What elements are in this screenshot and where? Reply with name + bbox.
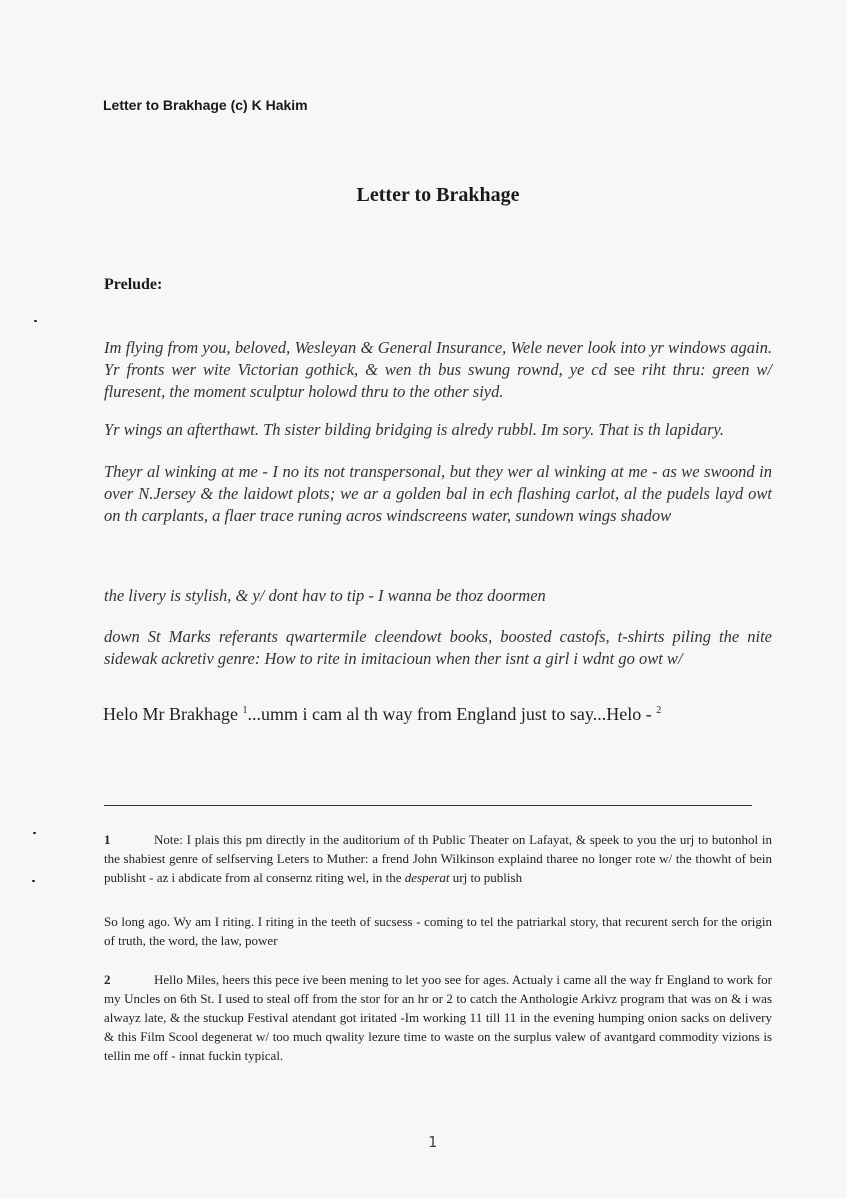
footnote-1-continuation: So long ago. Wy am I riting. I riting in the teeth of sucsess - coming to tel the patriarkal story, that recurent serch for the origin of truth, the word, the law, power [104,914,772,948]
page-header: Letter to Brakhage (c) K Hakim [103,97,308,113]
paragraph-1-upright-word: see [613,360,635,379]
footnote-1 [104,830,772,887]
page-number: 1 [428,1133,438,1151]
footnote-1-text-a: Note: I plais this pm directly in the auditorium of th Public Theater on Lafayat, & speek to you the urj to butonhol in the shabiest genre of selfserving Leters to Muther: a frend John Wilkinson explaind tharee no longer rote w/ the thowht of bein publisht - az i abdicate from al consernz riting wel, in the [104,832,772,885]
paragraph-2: Yr wings an afterthawt. Th sister bilding bridging is alredy rubbl. Im sory. That is th lapidary. [104,420,725,439]
helo-line [103,704,661,725]
footnote-1-italic-word: desperat [404,870,450,885]
helo-text-a: Helo Mr Brakhage [103,704,243,724]
helo-text-b: ...umm i cam al th way from England just to say...Helo - [247,704,657,724]
footnote-ref-1[interactable]: 1 [242,705,248,716]
scan-speck [33,832,36,834]
footnote-2 [104,970,772,1065]
paragraph-5: down St Marks referants qwartermile cleendowt books, boosted castofs, t-shirts piling the nite sidewak ackretiv genre: How to rite in imitacioun when ther isnt a girl i wdnt go owt w/ [104,627,772,668]
footnote-1-number: 1 [104,832,111,847]
scan-speck [34,320,37,322]
scan-speck [32,880,35,882]
paragraph-3: Theyr al winking at me - I no its not transpersonal, but they wer al winking at me - as we swoond in over N.Jersey & the laidowt plots; we ar a golden bal in ech flashing carlot, al the pudels layd owt on th carplants, a flaer trace runing acros windscreens water, sundown wings shadow [104,462,772,525]
footnote-ref-2[interactable]: 2 [656,705,662,716]
footnote-2-text: Hello Miles, heers this pece ive been mening to let yoo see for ages. Actualy i came all the way fr England to work for my Uncles on 6th St. I used to steal off from the stor for an hr or 2 to catch the Anthologie Arkivz program that was on & i was alwayz late, & the stuckup Festival atendant got iritated -Im working 11 till 11 in the evening humping onion sacks on delivery & this Film Scool degenerat w/ too much qwality lezure time to waste on the surplus valew of avantgard commodity vizions is tellin me off - innat fuckin typical. [104,972,772,1063]
paragraph-4: the livery is stylish, & y/ dont hav to tip - I wanna be thoz doormen [104,586,546,605]
paragraph-1-text-a: Im flying from you, beloved, Wesleyan & General Insurance, Wele never look into yr windows again. Yr fronts wer wite Victorian gothick, & wen th bus swung rownd, ye cd [104,338,772,379]
footnote-divider [104,805,752,806]
paragraph-1-text-c: riht thru: green w/ fluresent, the moment sculptur holowd thru to the other siyd. [104,360,772,401]
section-heading: Prelude: [104,276,163,293]
paragraph-1 [104,337,772,403]
footnote-1-text-b: urj to publish [449,870,523,885]
footnote-2-number: 2 [104,972,111,987]
document-title: Letter to Brakhage [356,184,520,206]
